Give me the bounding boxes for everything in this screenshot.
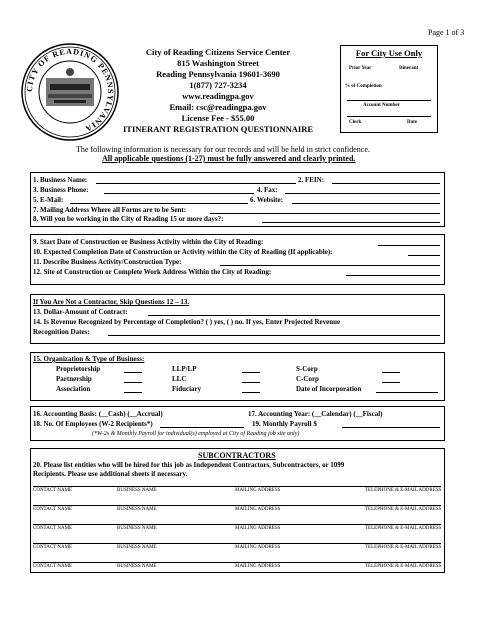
business-name-label: BUSINESS NAME <box>117 564 157 569</box>
clerk-label: Clerk <box>349 120 362 125</box>
org-association: Association <box>56 385 91 393</box>
q4-field[interactable] <box>285 193 440 194</box>
q19-label: 19. Monthly Payroll $ <box>252 420 317 428</box>
page-number: Page 1 of 3 <box>428 28 465 37</box>
q12-field[interactable] <box>346 275 440 276</box>
street: 815 Washington Street <box>177 58 259 68</box>
org-llp-field[interactable] <box>242 372 260 373</box>
q10-field[interactable] <box>408 255 440 256</box>
contact-name-label: CONTACT NAME <box>33 488 73 493</box>
subcontractor-list <box>33 478 441 573</box>
q15-title: 15. Organization & Type of Business: <box>33 355 145 363</box>
subcontractor-row[interactable] <box>33 478 441 497</box>
business-name-label: BUSINESS NAME <box>117 507 157 512</box>
city-use-box <box>340 45 438 133</box>
q11-label: 11. Describe Business Activity/Construction Type: <box>33 258 182 266</box>
business-name-label: BUSINESS NAME <box>117 526 157 531</box>
row-line <box>33 524 441 525</box>
mailing-address-label: MAILING ADDRESS <box>235 507 281 512</box>
org-partnership: Partnership <box>56 375 92 383</box>
mailing-address-label: MAILING ADDRESS <box>235 488 281 493</box>
org-incorporation-date-field[interactable] <box>376 392 438 393</box>
q14-field[interactable] <box>108 335 440 336</box>
row-line <box>33 543 441 544</box>
q5-field[interactable] <box>70 203 248 204</box>
telephone-email-label: TELEPHONE & E-MAIL ADDRESS <box>365 507 442 512</box>
org-name: City of Reading Citizens Service Center <box>145 47 291 57</box>
website: www.readingpa.gov <box>182 91 254 101</box>
org-llc-field[interactable] <box>242 382 260 383</box>
row-line <box>33 562 441 563</box>
q19-field[interactable] <box>342 427 440 428</box>
subcontractor-row[interactable] <box>33 554 441 573</box>
date-label: Date <box>407 120 417 125</box>
contact-name-label: CONTACT NAME <box>33 507 73 512</box>
contact-name-label: CONTACT NAME <box>33 526 73 531</box>
org-scorp-field[interactable] <box>382 372 400 373</box>
q2-label: 2. FEIN: <box>298 176 325 184</box>
row-line <box>33 505 441 506</box>
org-incorporation-date: Date of Incorporation <box>296 385 362 393</box>
q20-line1: 20. Please list entities who will be hired for this job as Independent Contractors, Subcontractors, or 1099 <box>33 461 345 469</box>
org-fiduciary: Fiduciary <box>172 385 202 393</box>
skip-note: If You Are Not a Contractor, Skip Questions 12 – 13. <box>33 298 190 306</box>
fee: License Fee - $55.00 <box>181 113 255 123</box>
org-association-field[interactable] <box>124 392 142 393</box>
intro-line1: The following information is necessary for our records and will be held in strict confidence. <box>76 145 370 154</box>
q5-label: 5. E-Mail: <box>33 196 64 204</box>
q18-label: 18. No. Of Employees (W-2 Recipients*) <box>33 420 153 428</box>
org-proprietorship: Proprietorship <box>56 365 101 373</box>
q1-field[interactable] <box>96 183 296 184</box>
business-name-label: BUSINESS NAME <box>117 545 157 550</box>
q1-label: 1. Business Name: <box>33 176 88 184</box>
city-seal <box>20 42 120 142</box>
q2-field[interactable] <box>332 183 440 184</box>
clerk-line <box>347 116 431 117</box>
account-number-label: Account Number <box>363 103 400 108</box>
account-line <box>347 100 431 101</box>
svg-text:CITY OF READING PENNSYLVANIA: CITY OF READING PENNSYLVANIA <box>24 46 116 134</box>
business-name-label: BUSINESS NAME <box>117 488 157 493</box>
telephone-email-label: TELEPHONE & E-MAIL ADDRESS <box>365 526 442 531</box>
email: Email: csc@readingpa.gov <box>169 102 267 112</box>
q17-label: 17. Accounting Year: (__Calendar) (__Fiscal) <box>248 410 383 418</box>
org-llp: LLP/LP <box>172 365 197 373</box>
contact-name-label: CONTACT NAME <box>33 545 73 550</box>
q12-label: 12. Site of Construction or Complete Work Address Within the City of Reading: <box>33 268 272 276</box>
mailing-address-label: MAILING ADDRESS <box>235 545 281 550</box>
pct-completion-label: % of Completion <box>345 84 382 89</box>
q11-field[interactable] <box>220 265 440 266</box>
city-line: Reading Pennsylvania 19601-3690 <box>156 69 280 79</box>
row-line <box>33 486 441 487</box>
subcontractor-row[interactable] <box>33 516 441 535</box>
q13-field[interactable] <box>148 315 440 316</box>
q8-label: 8. Will you be working in the City of Reading 15 or more days?: <box>33 215 224 223</box>
mailing-address-label: MAILING ADDRESS <box>235 564 281 569</box>
q18-field[interactable] <box>160 427 244 428</box>
mailing-address-label: MAILING ADDRESS <box>235 526 281 531</box>
q4-label: 4. Fax: <box>257 186 278 194</box>
q14-label: 14. Is Revenue Recognized by Percentage of Completion? ( ) yes, ( ) no. If yes, Enter Projected Revenue <box>33 318 341 326</box>
payroll-note: (*W-2s & Monthly Payroll for individual(s) employed at City of Reading job site only) <box>92 431 300 437</box>
city-use-title: For City Use Only <box>355 48 423 58</box>
q10-label: 10. Expected Completion Date of Construction or Activity within the City of Reading (If applicable): <box>33 248 333 256</box>
telephone-email-label: TELEPHONE & E-MAIL ADDRESS <box>365 488 442 493</box>
subcontractors-title: SUBCONTRACTORS <box>198 451 276 460</box>
q3-field[interactable] <box>104 193 254 194</box>
q6-field[interactable] <box>292 203 440 204</box>
q8-field[interactable] <box>262 222 440 223</box>
intro-line2: All applicable questions (1-27) must be fully answered and clearly printed. <box>102 154 356 163</box>
org-ccorp-field[interactable] <box>382 382 400 383</box>
org-partnership-field[interactable] <box>124 382 142 383</box>
q13-label: 13. Dollar-Amount of Contract: <box>33 308 128 316</box>
subcontractor-row[interactable] <box>33 535 441 554</box>
q3-label: 3. Business Phone: <box>33 186 89 194</box>
phone: 1(877) 727-3234 <box>189 80 247 90</box>
q9-field[interactable] <box>378 245 440 246</box>
q16-label: 16. Accounting Basis: (__Cash) (__Accrual) <box>33 410 163 418</box>
telephone-email-label: TELEPHONE & E-MAIL ADDRESS <box>365 564 442 569</box>
q14b-label: Recognition Dates: <box>33 328 90 336</box>
org-scorp: S-Corp <box>296 365 318 373</box>
form-title: ITINERANT REGISTRATION QUESTIONNAIRE <box>122 124 314 134</box>
q7-label: 7. Mailing Address Where all Forms are to be Sent: <box>33 206 187 214</box>
org-llc: LLC <box>172 375 187 383</box>
header-block <box>122 47 314 135</box>
org-fiduciary-field[interactable] <box>242 392 260 393</box>
org-proprietorship-field[interactable] <box>124 372 142 373</box>
q9-label: 9. Start Date of Construction or Business Activity within the City of Reading: <box>33 238 264 246</box>
org-ccorp: C-Corp <box>296 375 319 383</box>
q6-label: 6. Website: <box>250 196 283 204</box>
q7-field[interactable] <box>210 213 440 214</box>
q20-line2: Recipients. Please use additional sheets if necessary. <box>33 470 188 478</box>
contact-name-label: CONTACT NAME <box>33 564 73 569</box>
telephone-email-label: TELEPHONE & E-MAIL ADDRESS <box>365 545 442 550</box>
subcontractor-row[interactable] <box>33 497 441 516</box>
itinerant-label: Itinerant <box>399 66 419 71</box>
prior-year-label: Prior Year <box>349 66 372 71</box>
